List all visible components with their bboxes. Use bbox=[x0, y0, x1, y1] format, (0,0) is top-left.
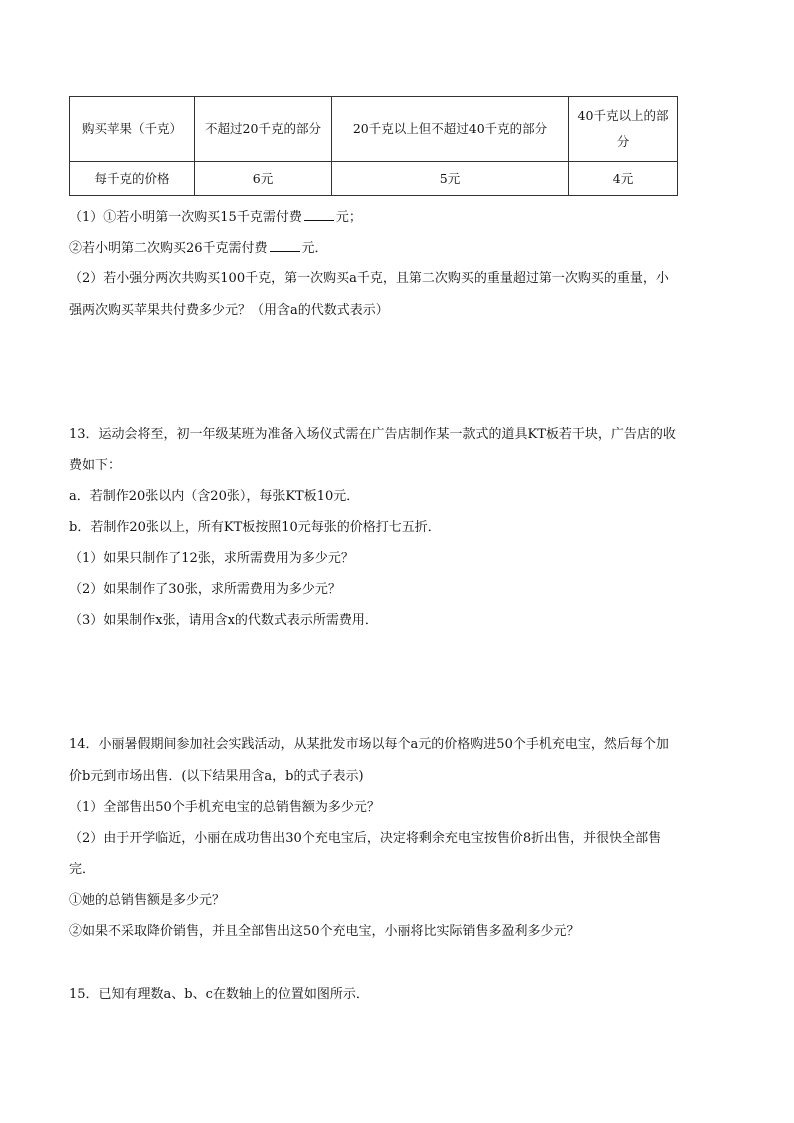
q14-part2-line2: 完． bbox=[69, 862, 96, 877]
q14-part1: （1）全部售出50个手机充电宝的总销售额为多少元？ bbox=[69, 800, 380, 815]
text: 元； bbox=[335, 210, 362, 225]
q13-part1: （1）如果只制作了12张，求所需费用为多少元？ bbox=[69, 551, 354, 566]
q12-part1b bbox=[69, 237, 328, 259]
q14-part2b: ②如果不采取降价销售，并且全部售出这50个充电宝，小丽将比实际销售多盈利多少元？ bbox=[69, 924, 580, 939]
q14-part2-line1: （2）由于开学临近，小丽在成功售出30个充电宝后，决定将剩余充电宝按售价8折出售，并很快全部售 bbox=[69, 831, 662, 846]
q14-stem-line1: 14．小丽暑假期间参加社会实践活动，从某批发市场以每个a元的价格购进50个手机充电宝，然后每个加 bbox=[69, 737, 669, 752]
table-cell: 40千克以上的部分 bbox=[569, 97, 678, 162]
table-cell: 每千克的价格 bbox=[70, 162, 195, 196]
q13-rule-b: b．若制作20张以上，所有KT板按照10元每张的价格打七五折． bbox=[69, 520, 441, 535]
text: ②若小明第二次购买26千克需付费 bbox=[69, 241, 268, 256]
q13-part2: （2）如果制作了30张，求所需费用为多少元？ bbox=[69, 582, 341, 597]
price-table bbox=[69, 96, 678, 196]
q15-stem-line1: 15．已知有理数a、b、c在数轴上的位置如图所示． bbox=[69, 987, 369, 1002]
table-cell: 不超过20千克的部分 bbox=[195, 97, 332, 162]
q12-part1a bbox=[69, 206, 362, 228]
q12-part2-line2: 强两次购买苹果共付费多少元？（用含a的代数式表示） bbox=[69, 303, 389, 318]
table-cell: 5元 bbox=[332, 162, 569, 196]
q13-rule-a: a．若制作20张以内（含20张），每张KT板10元． bbox=[69, 489, 360, 504]
q14-part2a: ①她的总销售额是多少元？ bbox=[69, 893, 226, 908]
q12-part2-line1: （2）若小强分两次共购买100千克，第一次购买a千克，且第二次购买的重量超过第一次购买的重量，小 bbox=[69, 271, 669, 286]
text: （1）①若小明第一次购买15千克需付费 bbox=[69, 210, 302, 225]
table-cell: 4元 bbox=[569, 162, 678, 196]
table-cell: 20千克以上但不超过40千克的部分 bbox=[332, 97, 569, 162]
table-cell: 6元 bbox=[195, 162, 332, 196]
answer-blank[interactable] bbox=[304, 206, 334, 221]
q13-part3: （3）如果制作x张，请用含x的代数式表示所需费用． bbox=[69, 613, 378, 628]
q13-stem-line2: 费如下： bbox=[69, 458, 122, 473]
table-header-row bbox=[70, 97, 678, 162]
text: 元． bbox=[301, 241, 328, 256]
answer-blank[interactable] bbox=[270, 237, 300, 252]
q13-stem-line1: 13．运动会将至，初一年级某班为准备入场仪式需在广告店制作某一款式的道具KT板若干块，广告店的收 bbox=[69, 427, 676, 442]
q14-stem-line2: 价b元到市场出售．(以下结果用含a，b的式子表示) bbox=[69, 769, 364, 784]
table-cell: 购买苹果（千克） bbox=[70, 97, 195, 162]
table-price-row bbox=[70, 162, 678, 196]
